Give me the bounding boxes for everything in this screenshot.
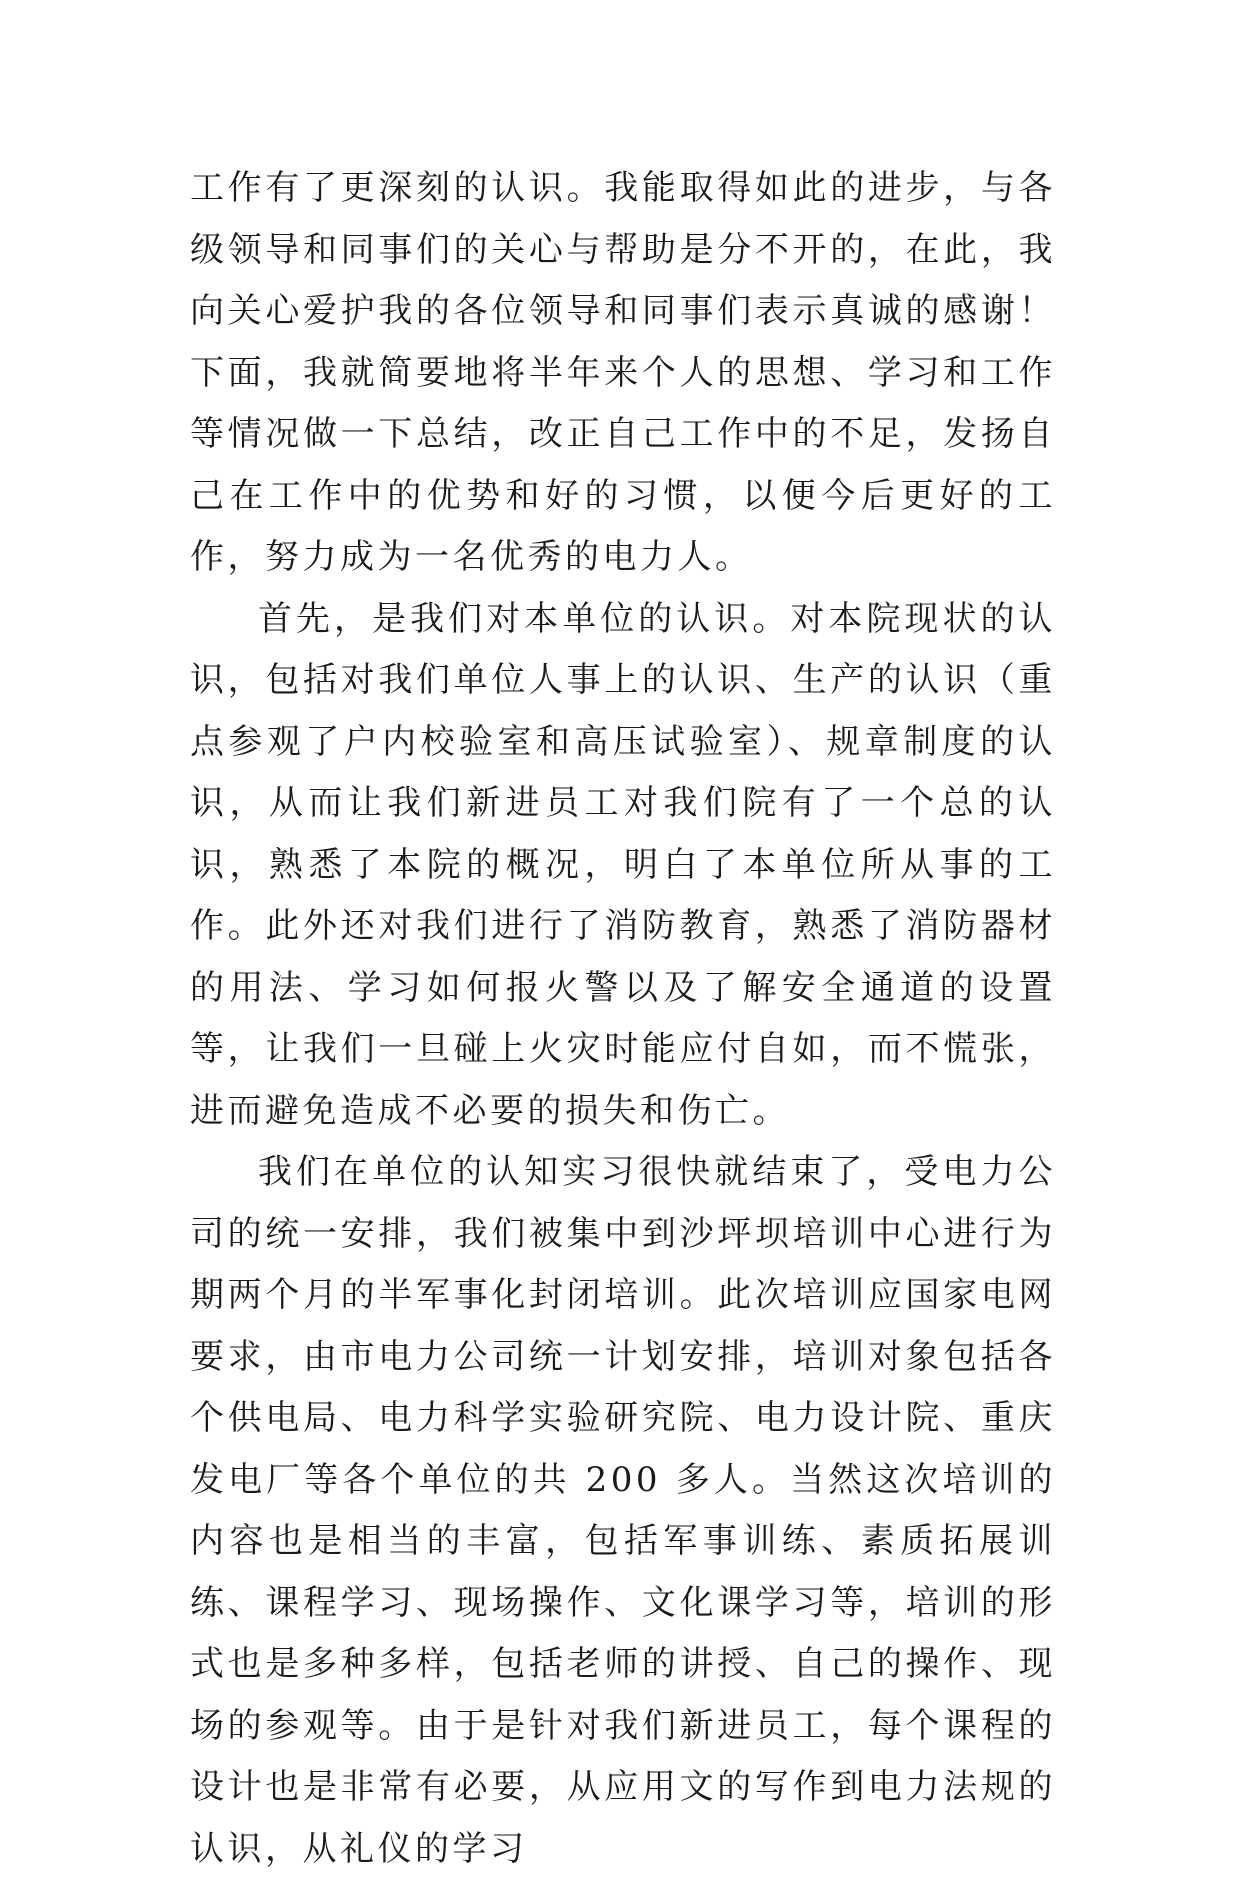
document-body (190, 158, 1056, 1880)
paragraph-3: 我们在单位的认知实习很快就结束了，受电力公司的统一安排，我们被集中到沙坪坝培训中心进行为期两个月的半军事化封闭培训。此次培训应国家电网要求，由市电力公司统一计划安排，培训对象包括各个供电局、电力科学实验研究院、电力设计院、重庆发电厂等各个单位的共 200 多人。当然这次培训的内容也是相当的丰富，包括军事训练、素质拓展训练、课程学习、现场操作、文化课学习等，培训的形式也是多种多样，包括老师的讲授、自己的操作、现场的参观等。由于是针对我们新进员工，每个课程的设计也是非常有必要，从应用文的写作到电力法规的认识，从礼仪的学习 (190, 1152, 1056, 1869)
paragraph-1: 工作有了更深刻的认识。我能取得如此的进步，与各级领导和同事们的关心与帮助是分不开的，在此，我向关心爱护我的各位领导和同事们表示真诚的感谢！下面，我就简要地将半年来个人的思想、学习和工作等情况做一下总结，改正自己工作中的不足，发扬自己在工作中的优势和好的习惯，以便今后更好的工作，努力成为一名优秀的电力人。 (190, 168, 1056, 577)
paragraph-2: 首先，是我们对本单位的认识。对本院现状的认识，包括对我们单位人事上的认识、生产的认识（重点参观了户内校验室和高压试验室）、规章制度的认识，从而让我们新进员工对我们院有了一个总的认识，熟悉了本院的概况，明白了本单位所从事的工作。此外还对我们进行了消防教育，熟悉了消防器材的用法、学习如何报火警以及了解安全通道的设置等，让我们一旦碰上火灾时能应付自如，而不慌张，进而避免造成不必要的损失和伤亡。 (190, 598, 1056, 1131)
